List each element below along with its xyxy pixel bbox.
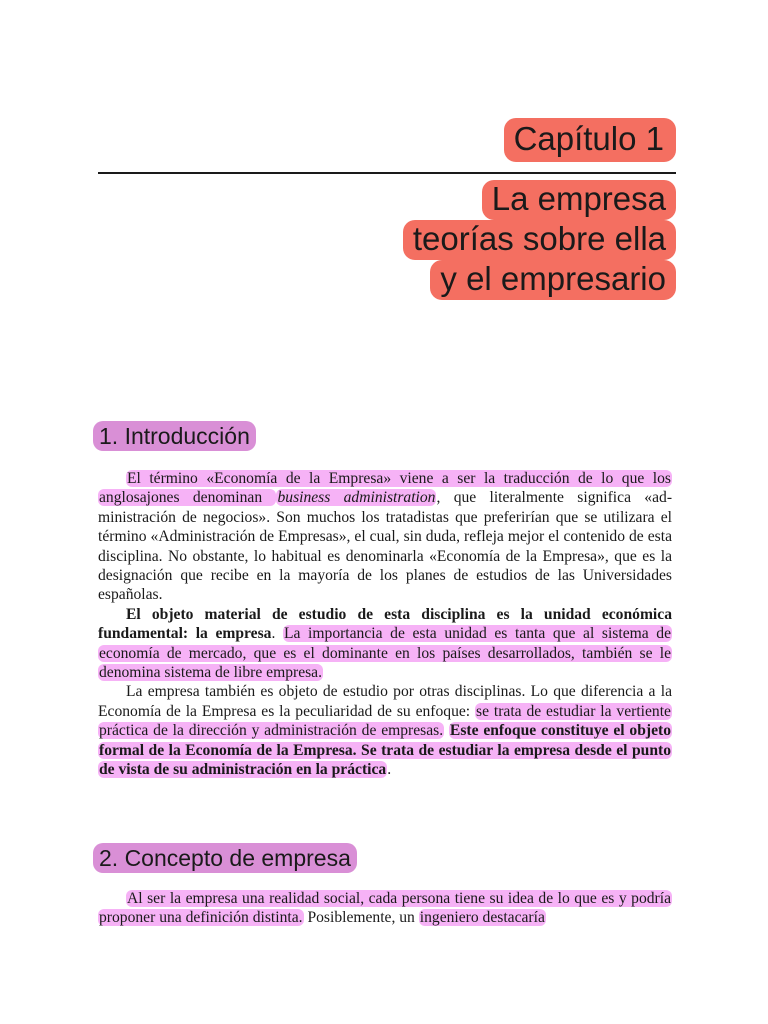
text: .	[271, 625, 283, 643]
chapter-title-line-1: La empresa	[482, 180, 676, 220]
chapter-title	[403, 180, 676, 300]
text: , que literalmente significa «administración de negocios»	[98, 489, 673, 526]
chapter-label: Capítulo 1	[504, 118, 676, 162]
italic-term: business administration	[277, 489, 436, 507]
chapter-header	[98, 118, 676, 297]
paragraph	[98, 889, 672, 928]
highlighted-text: ingeniero destacaría	[419, 909, 545, 927]
text: Posiblemente, un	[303, 909, 419, 927]
chapter-title-line-3: y el empresario	[430, 260, 676, 300]
highlighted-text: se trata de estudiar la vertiente práctica de la dirección y administración de empresas.	[99, 702, 671, 740]
paragraph	[98, 469, 672, 605]
highlighted-text	[276, 489, 436, 506]
bold-text: El objeto material de estudio de esta disciplina es la unidad económica fundamental: la empresa	[98, 605, 672, 643]
chapter-divider	[98, 172, 676, 174]
text: .	[387, 761, 392, 779]
section-1-body	[98, 469, 672, 780]
highlighted-text: El término «Economía de la Empresa» viene a ser la traducción de lo que los anglosajones denominan	[99, 470, 671, 507]
paragraph	[98, 605, 672, 683]
text: . Son muchos los tratadistas que preferirían que se utilizara el término «Administración de Empresas», el cual, sin duda, refleja mejor el contenido de esta disciplina. No obstante, lo habitual es denominarla «Economía de la Empresa», que es la designación que recibe en la mayoría de los planes de estudios de las Universidades españolas.	[98, 508, 672, 604]
section-2-body	[98, 889, 672, 928]
paragraph	[98, 682, 672, 779]
highlighted-text: Al ser la empresa una realidad social, cada persona tiene su idea de lo que es y podría proponer una definición distinta.	[99, 890, 671, 927]
text: La empresa también es objeto de estudio por otras disciplinas. Lo que diferencia a la Economía de la Empresa es la peculiaridad de su enfoque:	[98, 683, 672, 720]
highlighted-text: La importancia de esta unidad es tanta que al sistema de economía de mercado, que es el dominante en los países desarrollados, también se le denomina sistema de libre empresa.	[99, 625, 672, 682]
chapter-title-line-2: teorías sobre ella	[403, 220, 676, 260]
highlighted-bold-text: Este enfoque constituye el objeto formal de la Economía de la Empresa. Se trata de estudiar la empresa desde el punto de vista de su administración en la práctica	[99, 722, 671, 779]
section-heading-introduccion: 1. Introducción	[93, 421, 256, 451]
section-heading-concepto: 2. Concepto de empresa	[93, 843, 357, 873]
